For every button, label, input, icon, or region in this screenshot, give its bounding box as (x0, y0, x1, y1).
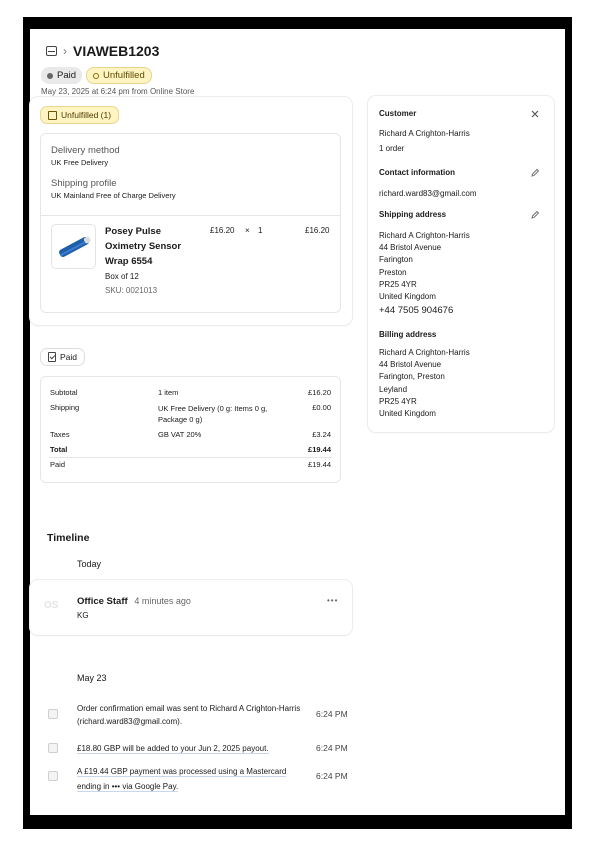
inbox-icon[interactable] (46, 46, 57, 56)
shipping-line: Farington (379, 255, 413, 265)
taxes-desc[interactable]: GB VAT 20% (158, 430, 202, 439)
contact-heading: Contact information (379, 168, 455, 177)
subtotal-amount: £16.20 (308, 388, 331, 397)
shipping-desc: UK Free Delivery (0 g: Items 0 g, Package 0 g) (158, 404, 268, 424)
timeline-date-label: May 23 (77, 673, 107, 683)
product-total: £16.20 (305, 226, 330, 235)
billing-address-heading: Billing address (379, 330, 437, 339)
total-label: Total (50, 445, 68, 454)
more-actions-icon[interactable]: ••• (327, 596, 339, 605)
product-image (52, 225, 96, 269)
timeline-today-label: Today (77, 559, 102, 569)
shipping-line: Preston (379, 267, 407, 277)
product-name-line-2[interactable]: Oximetry Sensor (105, 241, 182, 252)
paid-label: Paid (50, 460, 66, 469)
product-name-line-3[interactable]: Wrap 6554 (105, 256, 153, 267)
delivery-method-value: UK Free Delivery (51, 158, 109, 167)
shipping-line: United Kingdom (379, 292, 436, 302)
timeline-event-time: 6:24 PM (316, 709, 348, 719)
comment-author: Office Staff (77, 596, 128, 607)
taxes-label: Taxes (50, 430, 70, 439)
receipt-check-icon (48, 352, 56, 362)
billing-line: Leyland (379, 384, 408, 394)
billing-line: 44 Bristol Avenue (379, 360, 442, 370)
close-icon[interactable] (531, 110, 539, 118)
billing-line: PR25 4YR (379, 396, 417, 406)
pencil-icon[interactable] (530, 168, 540, 178)
timeline-title: Timeline (47, 532, 90, 544)
paid-badge-label: Paid (57, 70, 77, 81)
product-name-line-1[interactable]: Posey Pulse (105, 226, 161, 237)
timeline-event-text[interactable] (77, 742, 269, 755)
divider (41, 215, 340, 216)
delivery-method-label: Delivery method (51, 145, 120, 156)
comment-text: KG (77, 611, 89, 620)
comment-header (77, 596, 191, 607)
product-sku: SKU: 0021013 (105, 286, 158, 295)
timeline-event-link[interactable]: £18.80 GBP will be added to your Jun 2, 2025 payout. (77, 744, 269, 753)
divider (49, 457, 333, 458)
shipping-line: Richard A Crighton-Harris (379, 231, 470, 240)
status-badges (41, 67, 152, 84)
timeline-event-text: Order confirmation email was sent to Richard A Crighton-Harris (richard.ward83@gmail.com). (77, 704, 301, 726)
unfulfilled-badge (86, 67, 152, 84)
timeline-event-time: 6:24 PM (316, 743, 348, 753)
shipping-amount: £0.00 (312, 403, 331, 412)
paid-badge (41, 67, 82, 84)
paid-dot-icon (47, 73, 53, 79)
timeline-event-checkbox[interactable] (48, 771, 58, 781)
product-variant: Box of 12 (105, 272, 139, 281)
timeline-comment-card (30, 580, 352, 635)
frame-top (23, 17, 572, 29)
timeline-event-checkbox[interactable] (48, 709, 58, 719)
product-price: £16.20 (210, 226, 235, 235)
product-times: × (245, 226, 250, 235)
shipping-profile-label: Shipping profile (51, 178, 117, 189)
billing-line: United Kingdom (379, 409, 436, 419)
fulfillment-details (40, 133, 341, 313)
order-meta: May 23, 2025 at 6:24 pm from Online Store (41, 87, 195, 96)
customer-phone[interactable]: +44 7505 904676 (379, 305, 454, 317)
billing-line: Farington, Preston (379, 372, 445, 382)
billing-address (379, 347, 470, 420)
comment-time: 4 minutes ago (134, 596, 191, 606)
product-info (105, 224, 181, 295)
fulfillment-card (30, 97, 352, 325)
product-thumbnail[interactable] (51, 224, 96, 269)
timeline-event-link[interactable]: A £19.44 GBP payment was processed using a Mastercard ending in ••• via Google Pay. (77, 767, 287, 791)
paid-pill (40, 348, 85, 366)
order-id: VIAWEB1203 (73, 43, 160, 59)
payment-card (30, 340, 352, 490)
unfulfilled-pill (40, 106, 119, 124)
frame-right (565, 17, 572, 829)
timeline-event-text[interactable] (77, 764, 293, 794)
avatar: OS (44, 600, 59, 611)
paid-amount: £19.44 (308, 460, 331, 469)
pencil-icon[interactable] (530, 210, 540, 220)
unfulfilled-dot-icon (93, 73, 99, 79)
subtotal-label: Subtotal (50, 388, 78, 397)
frame-bottom (23, 815, 572, 829)
timeline-event-time: 6:24 PM (316, 771, 348, 781)
shipping-profile-value: UK Mainland Free of Charge Delivery (51, 191, 176, 200)
unfulfilled-pill-label: Unfulfilled (1) (61, 110, 112, 120)
total-amount: £19.44 (308, 445, 331, 454)
unfulfilled-badge-label: Unfulfilled (103, 70, 145, 81)
timeline-event-checkbox[interactable] (48, 743, 58, 753)
paid-pill-label: Paid (60, 352, 78, 362)
shipping-label: Shipping (50, 403, 80, 412)
customer-email[interactable]: richard.ward83@gmail.com (379, 189, 477, 198)
shipping-line: PR25 4YR (379, 279, 417, 289)
customer-heading: Customer (379, 109, 417, 118)
payment-summary (40, 376, 341, 483)
customer-card (368, 96, 554, 432)
page-title (46, 43, 159, 59)
chevron-right-icon: › (63, 44, 67, 58)
taxes-amount: £3.24 (312, 430, 331, 439)
shipping-address (379, 230, 470, 317)
customer-orders[interactable]: 1 order (379, 144, 405, 153)
product-qty: 1 (258, 226, 263, 235)
subtotal-desc: 1 item (158, 388, 179, 397)
frame-left (23, 17, 30, 829)
customer-name[interactable]: Richard A Crighton-Harris (379, 129, 470, 138)
box-icon (48, 111, 57, 120)
shipping-line: 44 Bristol Avenue (379, 243, 442, 253)
billing-line: Richard A Crighton-Harris (379, 348, 470, 357)
shipping-address-heading: Shipping address (379, 210, 447, 219)
